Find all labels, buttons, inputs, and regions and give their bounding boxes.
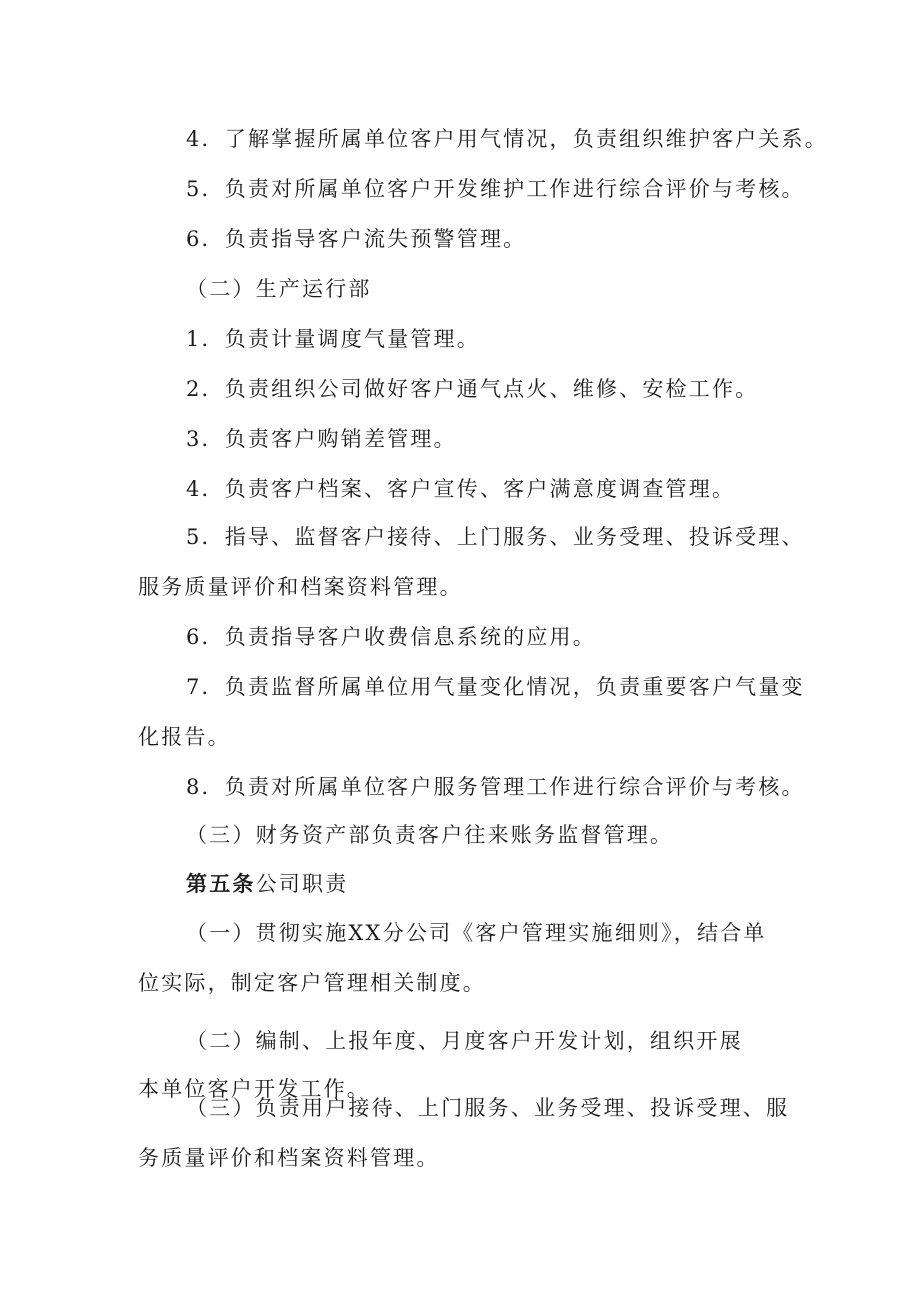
paragraph-line: 4．了解掌握所属单位客户用气情况，负责组织维护客户关系。	[186, 127, 828, 151]
paragraph-line: 6．负责指导客户流失预警管理。	[186, 227, 527, 251]
section-heading: （二）生产运行部	[186, 277, 372, 301]
paragraph-line: 7．负责监督所属单位用气量变化情况，负责重要客户气量变	[186, 675, 805, 699]
paragraph-line: 2．负责组织公司做好客户通气点火、维修、安检工作。	[186, 377, 759, 401]
paragraph-line: （三）财务资产部负责客户往来账务监督管理。	[186, 823, 674, 847]
article-title: 公司职责	[255, 872, 349, 896]
paragraph-line: （三）负责用户接待、上门服务、业务受理、投诉受理、服	[186, 1096, 790, 1120]
paragraph-line-continuation: 服务质量评价和档案资料管理。	[138, 575, 463, 599]
paragraph-line: （一）贯彻实施XX分公司《客户管理实施细则》，结合单	[186, 921, 767, 945]
article-heading: 第五条	[186, 871, 256, 896]
paragraph-line: 5．负责对所属单位客户开发维护工作进行综合评价与考核。	[186, 177, 805, 201]
paragraph-line: 1．负责计量调度气量管理。	[186, 327, 480, 351]
paragraph-line: 4．负责客户档案、客户宣传、客户满意度调查管理。	[186, 477, 736, 501]
paragraph-line-continuation: 位实际，制定客户管理相关制度。	[138, 971, 486, 995]
paragraph-line: 3．负责客户购销差管理。	[186, 427, 457, 451]
paragraph-line: （二）编制、上报年度、月度客户开发计划，组织开展	[186, 1029, 743, 1053]
paragraph-line: 8．负责对所属单位客户服务管理工作进行综合评价与考核。	[186, 775, 805, 799]
paragraph-line: 6．负责指导客户收费信息系统的应用。	[186, 625, 596, 649]
paragraph-line: 5．指导、监督客户接待、上门服务、业务受理、投诉受理、	[186, 525, 805, 549]
article-line	[186, 870, 348, 898]
paragraph-line-continuation: 务质量评价和档案资料管理。	[138, 1146, 440, 1170]
paragraph-line-continuation: 化报告。	[138, 725, 231, 749]
paragraph-line-continuation: 本单位客户开发工作。	[138, 1077, 370, 1101]
